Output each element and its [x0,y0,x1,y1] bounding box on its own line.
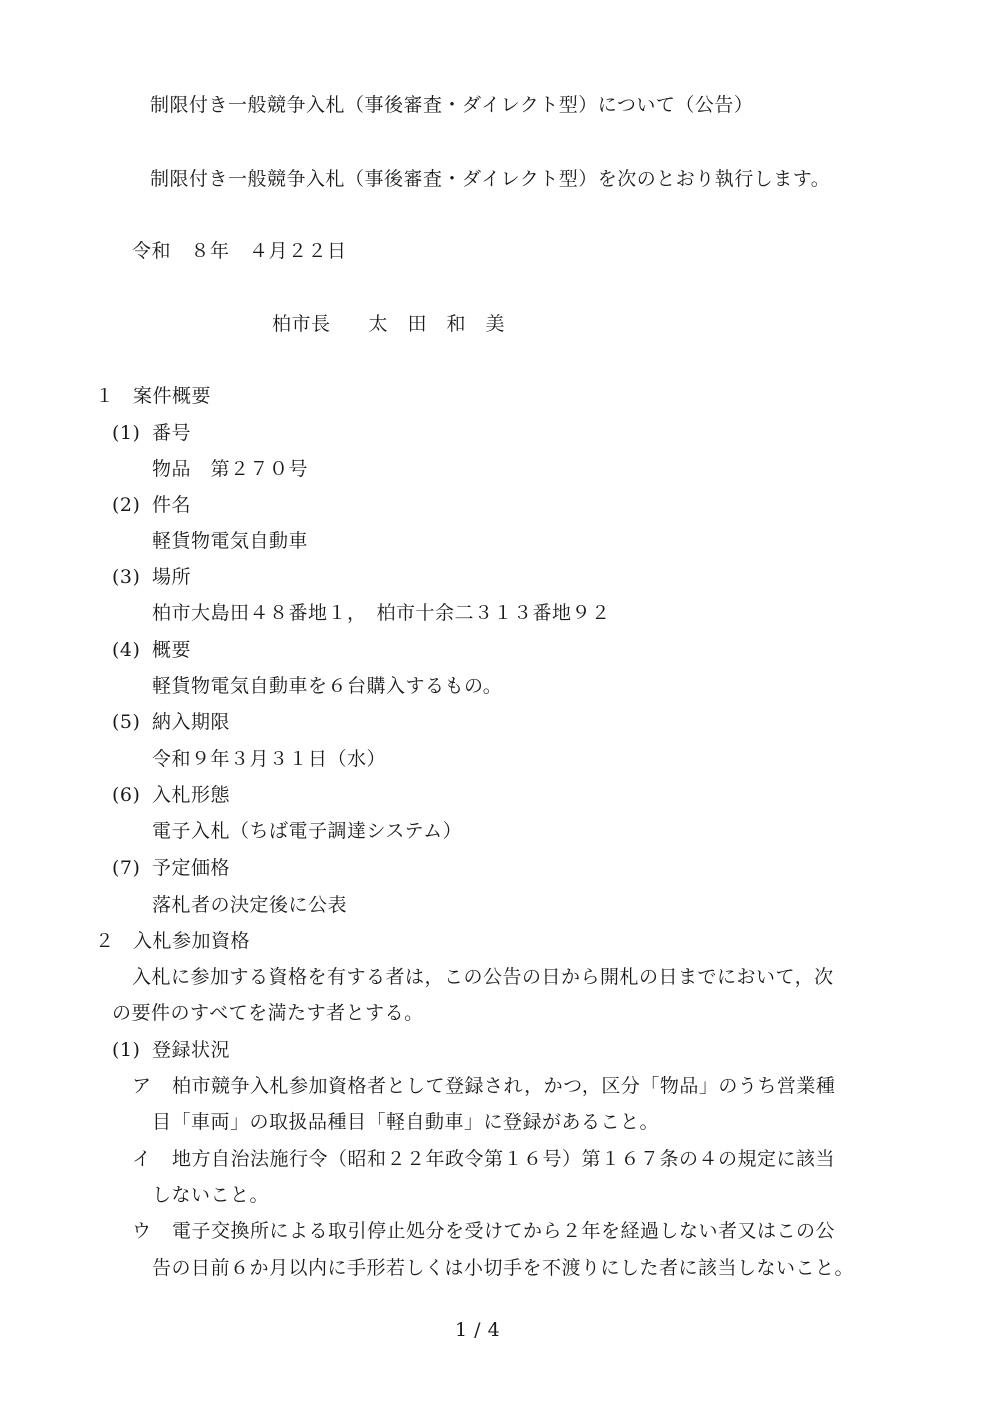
document-title: 制限付き一般競争入札（事後審査・ダイレクト型）について（公告） [150,94,754,116]
issuer-name: 太田和美 [368,313,525,335]
issuer [272,315,525,334]
notice-date: 令和 ８年 ４月２２日 [132,240,347,262]
section-2-intro-line-1: 入札に参加する資格を有する者は，この公告の日から開札の日までにおいて，次 [132,966,834,988]
item-7-value: 落札者の決定後に公表 [152,894,348,916]
requirement-a-line-1: ア 柏市競争入札参加資格者として登録され，かつ，区分「物品」のうち営業種 [132,1075,836,1097]
item-number: (2) [112,494,141,516]
item-number: (1) [112,422,141,444]
item-number: (5) [112,711,141,733]
item-label: 件名 [152,494,192,516]
requirement-i-line-1: イ 地方自治法施行令（昭和２２年政令第１６号）第１６７条の４の規定に該当 [132,1148,836,1170]
issuer-office: 柏市長 [272,313,331,335]
section-2-intro-line-2: の要件のすべてを満たす者とする。 [112,1002,424,1024]
item-label: 概要 [152,639,192,661]
item-1-heading [112,424,191,443]
section-2-heading [95,932,250,951]
requirement-mark: ア [132,1075,152,1097]
requirement-u-line-2: 告の日前６か月以内に手形若しくは小切手を不渡りにした者に該当しないこと。 [152,1257,855,1279]
item-2-heading [112,496,191,515]
item-number: (3) [112,566,141,588]
item-3-heading [112,568,191,587]
subsection-1-heading [112,1041,230,1060]
requirement-mark: ウ [132,1220,152,1242]
section-title: 入札参加資格 [133,930,251,952]
item-number: (4) [112,639,141,661]
page-number: 1 / 4 [455,1319,501,1341]
item-number: (7) [112,857,141,879]
item-label: 入札形態 [152,784,231,806]
item-label: 登録状況 [152,1039,231,1061]
section-title: 案件概要 [133,385,212,407]
item-4-value: 軽貨物電気自動車を６台購入するもの。 [152,675,503,697]
item-label: 場所 [152,566,192,588]
item-5-value: 令和９年３月３１日（水） [152,748,387,770]
requirement-mark: イ [132,1148,152,1170]
item-6-heading [112,786,230,805]
section-number: １ [95,385,115,407]
item-3-value: 柏市大島田４８番地１， 柏市十余二３１３番地９２ [152,602,611,624]
item-6-value: 電子入札（ちば電子調達システム） [152,820,463,842]
item-number: (1) [112,1039,141,1061]
item-5-heading [112,713,230,732]
item-label: 納入期限 [152,711,231,733]
requirement-u-line-1: ウ 電子交換所による取引停止処分を受けてから２年を経過しない者又はこの公 [132,1220,836,1242]
item-7-heading [112,859,230,878]
requirement-i-line-2: しないこと。 [152,1184,270,1206]
section-number: ２ [95,930,115,952]
requirement-a-line-2: 目「車両」の取扱品種目「軽自動車」に登録があること。 [152,1111,660,1133]
item-1-value: 物品 第２７０号 [152,458,309,480]
section-1-heading [95,387,211,406]
item-label: 番号 [152,422,192,444]
item-number: (6) [112,784,141,806]
item-4-heading [112,641,191,660]
intro-text: 制限付き一般競争入札（事後審査・ダイレクト型）を次のとおり執行します。 [150,168,831,190]
item-label: 予定価格 [152,857,231,879]
item-2-value: 軽貨物電気自動車 [152,530,309,552]
